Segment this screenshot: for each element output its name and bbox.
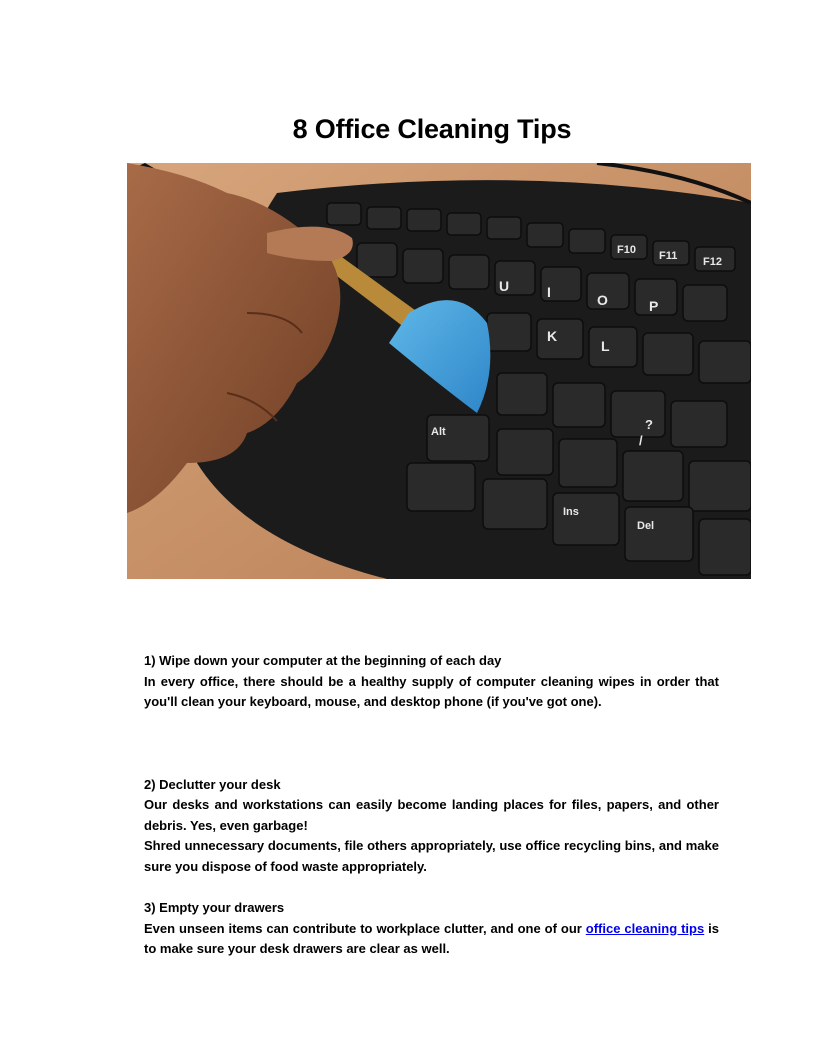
key-label-u: U <box>499 278 510 294</box>
page-title: 8 Office Cleaning Tips <box>292 114 572 145</box>
key-label-del: Del <box>637 520 655 532</box>
office-cleaning-tips-link[interactable]: office cleaning tips <box>585 920 705 936</box>
section-heading: 3) Empty your drawers <box>144 900 285 915</box>
article-body <box>144 651 719 960</box>
key-label-f12: F12 <box>703 256 722 268</box>
section-paragraph <box>144 919 719 960</box>
key-label-o: O <box>597 292 608 308</box>
key-label-alt: Alt <box>431 426 446 438</box>
section-paragraph: Our desks and workstations can easily become landing places for files, papers, and other debris. Yes, even garbage! <box>144 797 719 833</box>
key-label-l: L <box>601 338 610 354</box>
key-label-ins: Ins <box>563 506 579 518</box>
section-heading: 1) Wipe down your computer at the beginning of each day <box>144 653 502 668</box>
section-heading: 2) Declutter your desk <box>144 776 281 792</box>
key-label-p: P <box>649 298 659 314</box>
paragraph-text: Even unseen items can contribute to workplace clutter, and one of our <box>144 920 586 936</box>
paragraph-text: is to make sure your desk drawers are clear as well. <box>144 920 719 956</box>
tip-section-2 <box>144 775 719 878</box>
key-label-question: ? <box>645 417 653 432</box>
tip-section-3 <box>144 898 719 960</box>
key-label-f11: F11 <box>659 250 678 262</box>
section-paragraph: In every office, there should be a healthy supply of computer cleaning wipes in order that you'll clean your keyboard, mouse, and desktop phone (if you've got one). <box>144 673 719 709</box>
key-label-k: K <box>547 328 558 344</box>
section-paragraph: Shred unnecessary documents, file others appropriately, use office recycling bins, and make sure you dispose of food waste appropriately. <box>144 838 719 874</box>
key-label-i: I <box>547 284 551 300</box>
keyboard-brush-photo <box>127 163 751 579</box>
tip-section-1 <box>144 651 719 713</box>
key-label-f10: F10 <box>617 244 636 256</box>
key-label-slash: / <box>639 433 643 448</box>
